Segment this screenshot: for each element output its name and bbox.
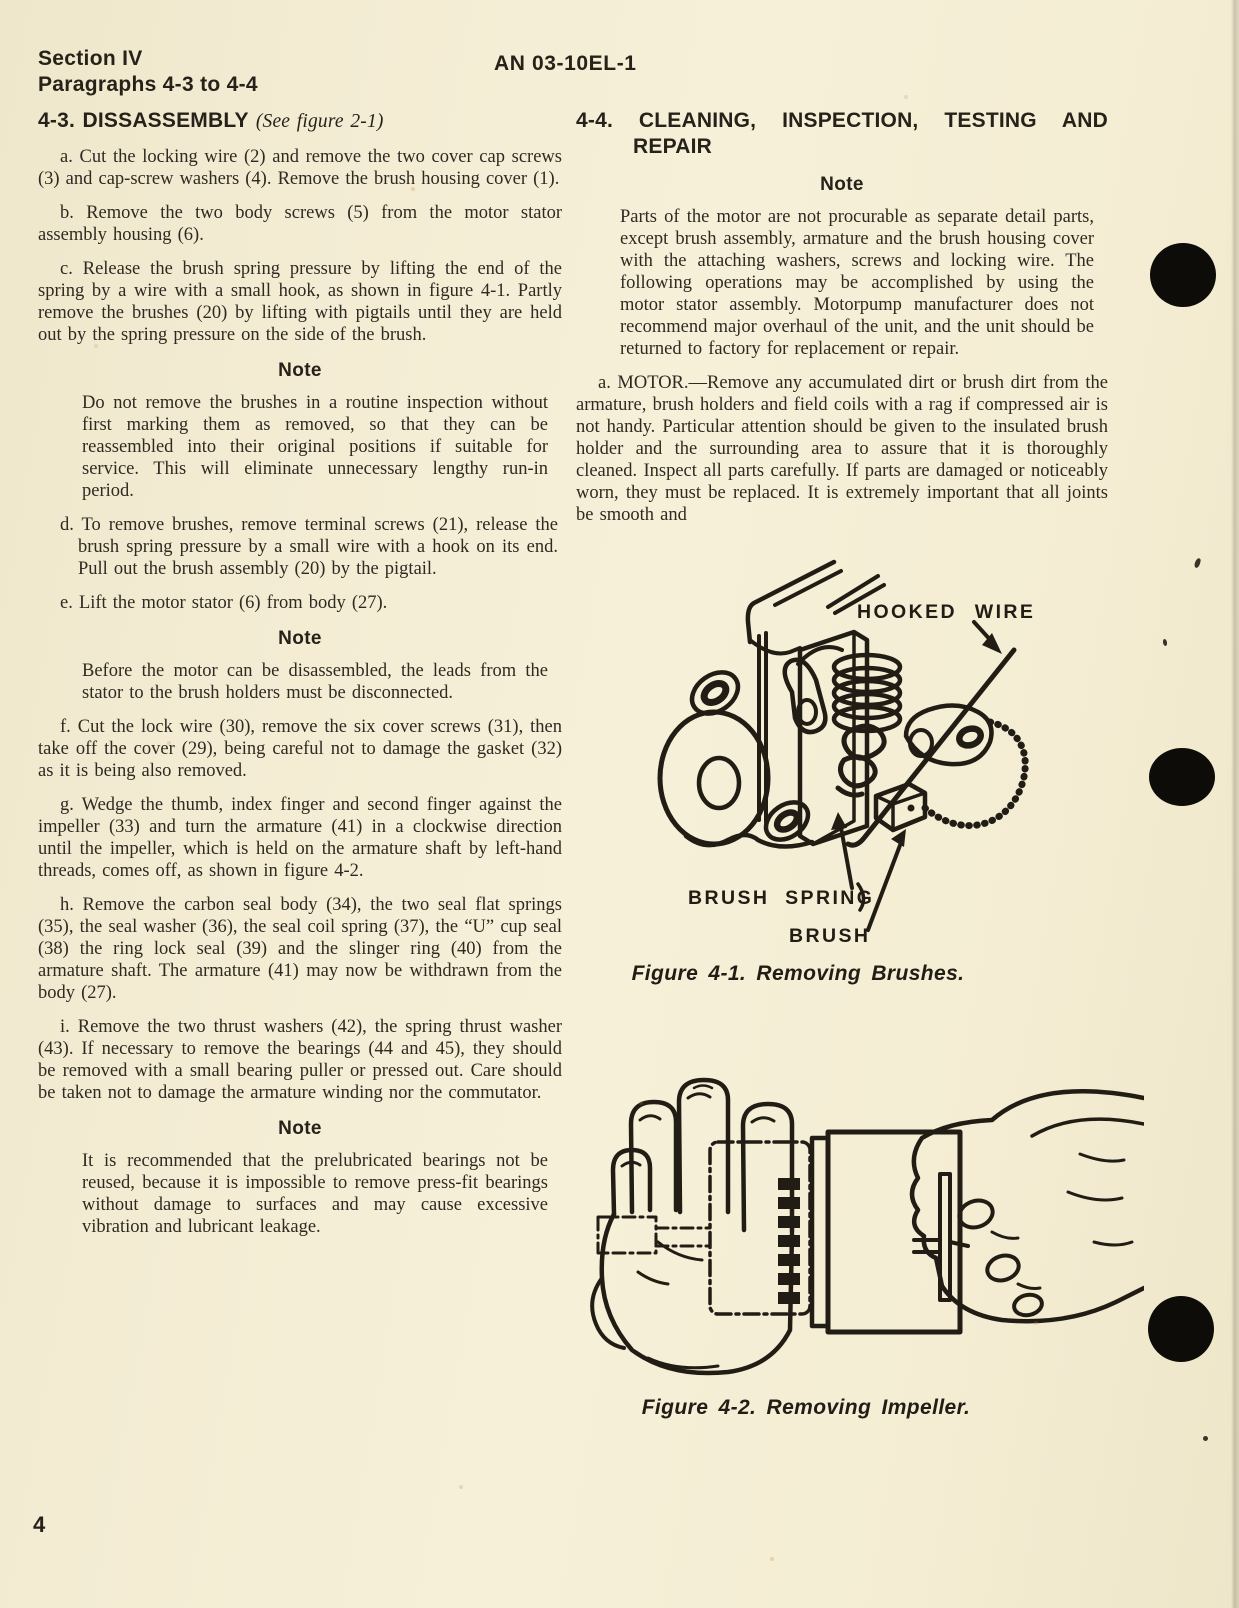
- section-label: Section IV: [38, 47, 143, 70]
- right-column: [576, 108, 1108, 1434]
- note-heading: Note: [820, 174, 864, 195]
- figure-4-2-illustration: [588, 1062, 1144, 1434]
- paragraph-4-3-e: e. Lift the motor stator (6) from body (27).: [60, 593, 388, 613]
- punch-hole-mark: [1150, 243, 1216, 307]
- paragraph-4-3-b: b. Remove the two body screws (5) from the motor stator assembly housing (6).: [38, 203, 562, 245]
- paragraph-4-3-a: a. Cut the locking wire (2) and remove the two cover cap screws (3) and cap-screw washers (4). Remove the brush housing cover (1).: [38, 147, 562, 189]
- note-4-4-body: Parts of the motor are not procurable as separate detail parts, except brush assembly, armature and the brush housing cover with the attaching washers, screws and locking wire. The following operations may be accomplished by using the motor stator assembly. Motorpump manufacturer does not recommend major overhaul of the unit, and the unit should be returned to factory for replacement or repair.: [620, 207, 1094, 359]
- note-heading: Note: [278, 360, 322, 381]
- ink-speck: [1194, 557, 1202, 568]
- paragraph-range-label: Paragraphs 4-3 to 4-4: [38, 73, 258, 96]
- scan-edge-shadow: [1231, 0, 1239, 1608]
- note-2-body: Before the motor can be disassembled, the leads from the stator to the brush holders must be disconnected.: [82, 661, 548, 703]
- note-1-body: Do not remove the brushes in a routine inspection without first marking them as removed, so that they can be reassembled into their original positions if suitable for service. This will eliminate unnecessary lengthy run-in period.: [82, 393, 548, 501]
- figure-4-1-label-brush-spring: BRUSH SPRING: [688, 887, 875, 909]
- section-4-4-title-line1: 4-4. CLEANING, INSPECTION, TESTING AND: [576, 109, 1108, 132]
- paragraph-4-3-g: g. Wedge the thumb, index finger and second finger against the impeller (33) and turn the armature (41) in a clockwise direction until the impeller, which is held on the armature shaft by left-hand threads, comes off, as shown in figure 4-2.: [38, 795, 562, 881]
- paragraph-4-3-f: f. Cut the lock wire (30), remove the six cover screws (31), then take off the cover (29), being careful not to damage the gasket (32) as it is being also removed.: [38, 717, 562, 781]
- ink-speck: [1203, 1436, 1208, 1441]
- page-number: 4: [33, 1512, 46, 1537]
- note-heading: Note: [278, 628, 322, 649]
- figure-4-1-caption: Figure 4-1. Removing Brushes.: [631, 962, 965, 985]
- figure-4-1-illustration: [576, 540, 1108, 992]
- punch-hole-mark: [1148, 1296, 1214, 1362]
- ink-speck: [1162, 639, 1167, 647]
- section-4-4-title-line2: REPAIR: [633, 135, 712, 158]
- section-4-3-title: 4-3. DISSASSEMBLY: [38, 109, 249, 132]
- punch-hole-mark: [1149, 748, 1215, 806]
- figure-4-1-label-brush: BRUSH: [789, 925, 871, 947]
- section-4-3-figure-reference: (See figure 2-1): [255, 111, 384, 132]
- figure-4-2-caption: Figure 4-2. Removing Impeller.: [641, 1396, 971, 1419]
- paragraph-4-4-a: a. MOTOR.—Remove any accumulated dirt or brush dirt from the armature, brush holders and field coils with a rag if compressed air is not handy. Particular attention should be given to the insulated brush holder and the surrounding area to assure that it is thoroughly cleaned. Inspect all parts carefully. If parts are damaged or noticeably worn, they must be replaced. It is extremely important that all joints be smooth and: [576, 373, 1108, 525]
- document-number: AN 03-10EL-1: [494, 52, 637, 75]
- left-column: [38, 108, 562, 1250]
- paragraph-4-3-c: c. Release the brush spring pressure by lifting the end of the spring by a wire with a small hook, as shown in figure 4-1. Partly remove the brushes (20) by lifting with pigtails until they are held out by the spring pressure on the side of the brush.: [38, 259, 562, 345]
- page-header-left: [38, 46, 258, 98]
- paragraph-4-3-i: i. Remove the two thrust washers (42), the spring thrust washer (43). If necessary to remove the bearings (44 and 45), they should be removed with a small bearing puller or pressed out. Care should be taken not to damage the armature winding nor the commutator.: [38, 1017, 562, 1103]
- paragraph-4-3-h: h. Remove the carbon seal body (34), the two seal flat springs (35), the seal washer (36), the seal coil spring (37), the “U” cup seal (38) the ring lock seal (39) and the slinger ring (40) from the armature shaft. The armature (41) may now be withdrawn from the body (27).: [38, 895, 562, 1003]
- paragraph-4-3-d: d. To remove brushes, remove terminal screws (21), release the brush spring pressure by a small wire with a hook on its end. Pull out the brush assembly (20) by the pigtail.: [60, 515, 558, 579]
- paper-freckles: [0, 0, 2, 2]
- section-4-4-heading: [576, 108, 1108, 160]
- note-3-body: It is recommended that the prelubricated bearings not be reused, because it is impossible to remove press-fit bearings without damage to surfaces and may cause excessive vibration and lubricant leakage.: [82, 1151, 548, 1237]
- note-heading: Note: [278, 1118, 322, 1139]
- figure-4-1-label-hooked-wire: HOOKED WIRE: [857, 601, 1036, 623]
- section-4-3-heading: [38, 108, 562, 135]
